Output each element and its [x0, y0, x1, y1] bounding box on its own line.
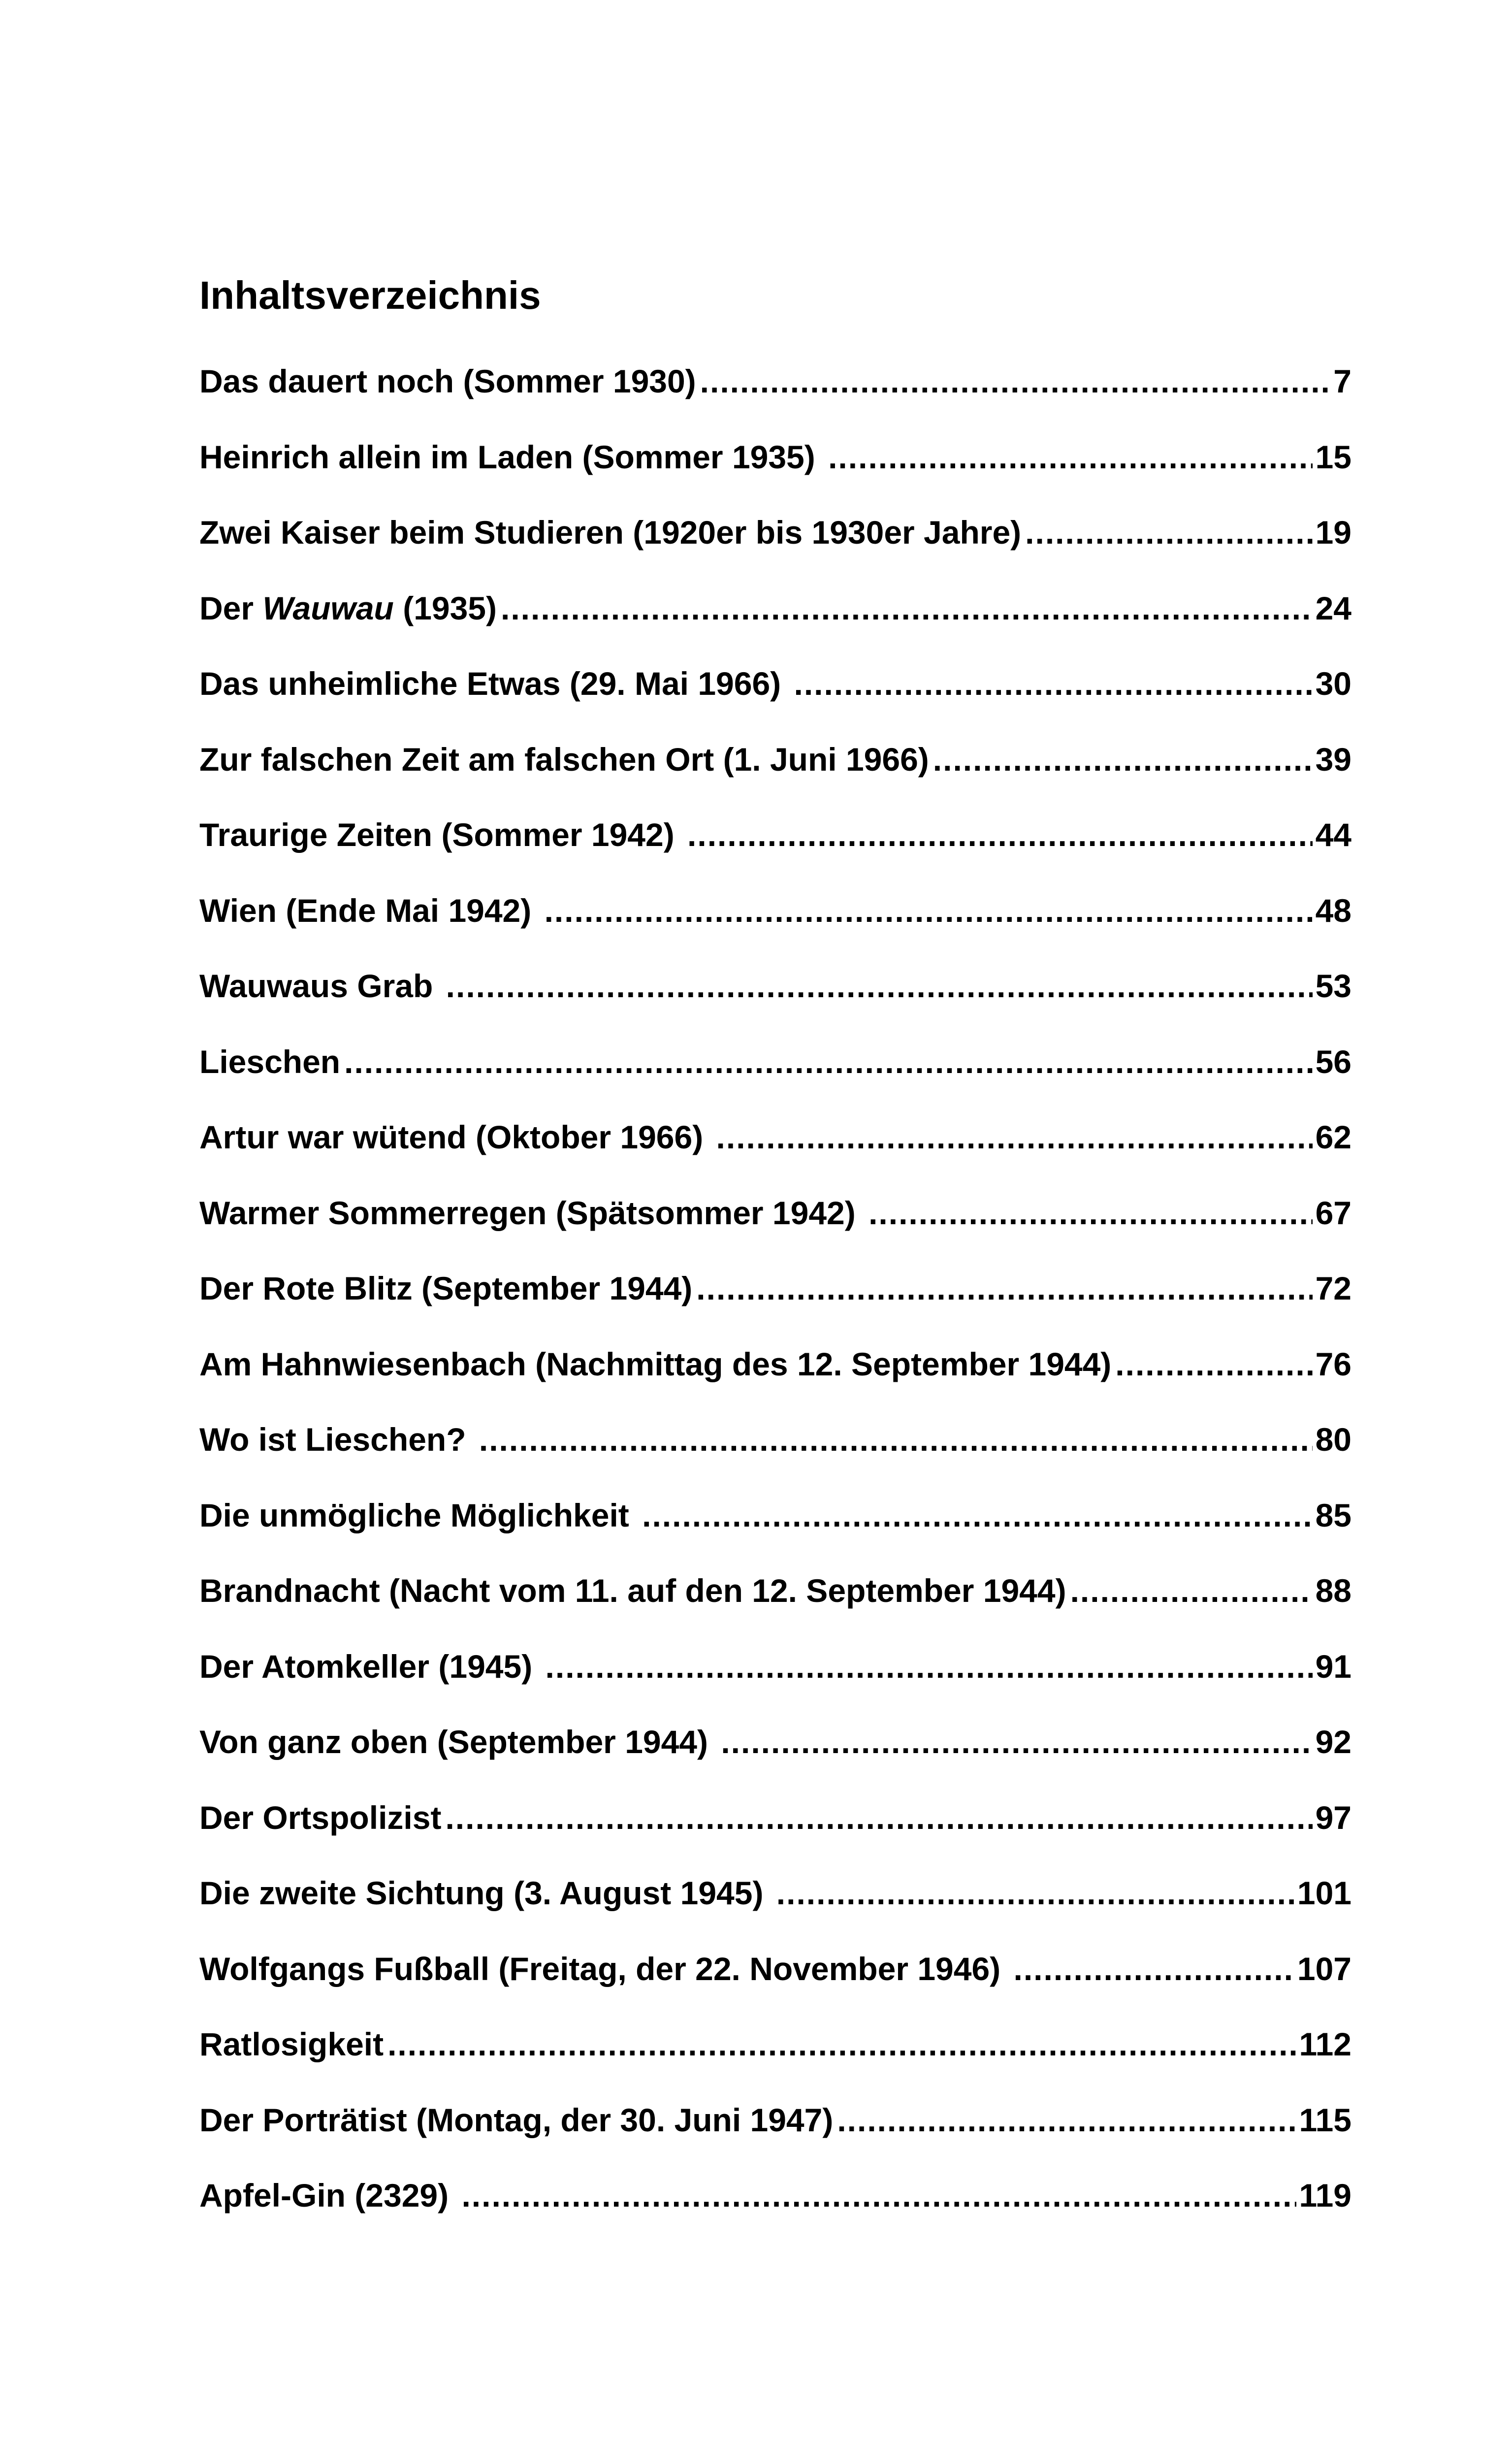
toc-entry[interactable] — [199, 2007, 1351, 2083]
toc-entry-title: Wien (Ende Mai 1942) — [199, 892, 541, 929]
toc-title: Inhaltsverzeichnis — [199, 273, 541, 317]
toc-dot-leader — [1070, 1553, 1313, 1629]
toc-entry[interactable] — [199, 1175, 1351, 1251]
toc-entry-title: Am Hahnwiesenbach (Nachmittag des 12. September 1944) — [199, 1345, 1112, 1382]
toc-dot-leader — [696, 1251, 1312, 1327]
toc-dot-leader — [479, 1402, 1313, 1478]
toc-entry[interactable] — [199, 1327, 1351, 1402]
toc-entry-title: Das unheimliche Etwas (29. Mai 1966) — [199, 665, 790, 702]
toc-page-number: 44 — [1315, 816, 1351, 853]
toc-entry-title: Warmer Sommerregen (Spätsommer 1942) — [199, 1194, 865, 1231]
toc-dot-leader — [700, 344, 1331, 420]
toc-page-number: 115 — [1299, 2101, 1351, 2138]
toc-entry-title-part: Der — [199, 589, 263, 626]
toc-page-number: 53 — [1315, 968, 1351, 1004]
toc-page-number: 48 — [1315, 892, 1351, 929]
toc-dot-leader — [446, 948, 1313, 1024]
toc-entry-title: Traurige Zeiten (Sommer 1942) — [199, 816, 684, 853]
toc-dot-leader — [344, 1024, 1312, 1100]
toc-page-number: 97 — [1315, 1799, 1351, 1836]
toc-entry-title: Das dauert noch (Sommer 1930) — [199, 363, 696, 399]
toc-dot-leader — [546, 1629, 1313, 1705]
toc-entry-title: Der Atomkeller (1945) — [199, 1648, 542, 1685]
toc-dot-leader — [461, 2158, 1296, 2234]
toc-entry-title: Heinrich allein im Laden (Sommer 1935) — [199, 438, 825, 475]
toc-dot-leader — [837, 2083, 1296, 2158]
toc-entry[interactable] — [199, 1856, 1351, 1931]
toc-entry[interactable] — [199, 722, 1351, 798]
toc-entry[interactable] — [199, 1251, 1351, 1327]
toc-entry-title: Artur war wütend (Oktober 1966) — [199, 1119, 712, 1155]
toc-entry-title: Ratlosigkeit — [199, 2026, 384, 2062]
toc-entry[interactable] — [199, 344, 1351, 420]
toc-page-number: 7 — [1333, 363, 1351, 399]
toc-dot-leader — [1025, 495, 1312, 571]
toc-page-number: 67 — [1315, 1194, 1351, 1231]
toc-page-number: 19 — [1315, 514, 1351, 551]
toc-dot-leader — [1115, 1327, 1312, 1402]
toc-entry[interactable] — [199, 2158, 1351, 2234]
toc-dot-leader — [716, 1100, 1313, 1175]
toc-page-number: 112 — [1299, 2026, 1351, 2062]
toc-entry-title: Der Porträtist (Montag, der 30. Juni 1947) — [199, 2101, 834, 2138]
toc-entry[interactable] — [199, 1553, 1351, 1629]
toc-entry-title: Der Rote Blitz (September 1944) — [199, 1270, 693, 1306]
toc-entry-title-part: (1935) — [393, 589, 497, 626]
toc-entry-title: Die unmögliche Möglichkeit — [199, 1497, 639, 1533]
toc-page-number: 39 — [1315, 741, 1351, 778]
toc-entry-title: Von ganz oben (September 1944) — [199, 1724, 717, 1760]
toc-entry[interactable] — [199, 1478, 1351, 1554]
toc-entry[interactable] — [199, 1100, 1351, 1175]
toc-page-number: 62 — [1315, 1119, 1351, 1155]
table-of-contents — [199, 266, 1351, 2234]
toc-dot-leader — [501, 571, 1313, 647]
toc-page-number: 30 — [1315, 665, 1351, 702]
toc-entry[interactable] — [199, 1629, 1351, 1705]
toc-page-number: 107 — [1297, 1950, 1351, 1987]
toc-entry-title: Wo ist Lieschen? — [199, 1421, 475, 1458]
toc-page-number: 72 — [1315, 1270, 1351, 1306]
toc-page-number: 88 — [1315, 1572, 1351, 1609]
toc-dot-leader — [828, 420, 1312, 495]
toc-dot-leader — [1014, 1931, 1294, 2007]
toc-page-number: 91 — [1315, 1648, 1351, 1685]
toc-page-number: 15 — [1315, 438, 1351, 475]
toc-entry[interactable] — [199, 646, 1351, 722]
toc-entry-title: Der Ortspolizist — [199, 1799, 442, 1836]
toc-entry[interactable] — [199, 1931, 1351, 2007]
toc-list — [199, 344, 1351, 2234]
toc-page-number: 92 — [1315, 1724, 1351, 1760]
toc-page-number: 101 — [1297, 1875, 1351, 1911]
toc-entry[interactable] — [199, 948, 1351, 1024]
toc-dot-leader — [545, 873, 1313, 949]
toc-entry-title: Lieschen — [199, 1043, 341, 1080]
toc-entry[interactable] — [199, 873, 1351, 949]
toc-entry-title: Apfel-Gin (2329) — [199, 2177, 458, 2214]
toc-dot-leader — [445, 1780, 1312, 1856]
toc-page-number: 80 — [1315, 1421, 1351, 1458]
toc-entry[interactable] — [199, 1024, 1351, 1100]
toc-entry-title-italic: Wauwau — [262, 589, 394, 626]
toc-entry[interactable] — [199, 1704, 1351, 1780]
toc-page-number: 24 — [1315, 589, 1351, 626]
toc-entry[interactable] — [199, 797, 1351, 873]
toc-entry[interactable] — [199, 420, 1351, 495]
toc-dot-leader — [869, 1175, 1313, 1251]
toc-entry-title: Wolfgangs Fußball (Freitag, der 22. November 1946) — [199, 1950, 1010, 1987]
toc-entry[interactable] — [199, 571, 1351, 647]
toc-entry-title: Zur falschen Zeit am falschen Ort (1. Juni 1966) — [199, 741, 929, 778]
toc-dot-leader — [687, 797, 1313, 873]
toc-page-number: 56 — [1315, 1043, 1351, 1080]
toc-entry-title: Die zweite Sichtung (3. August 1945) — [199, 1875, 772, 1911]
toc-entry-title: Brandnacht (Nacht vom 11. auf den 12. September 1944) — [199, 1572, 1066, 1609]
toc-entry-title — [199, 571, 497, 647]
toc-dot-leader — [642, 1478, 1312, 1554]
toc-entry-title: Wauwaus Grab — [199, 968, 442, 1004]
toc-dot-leader — [933, 722, 1313, 798]
toc-entry[interactable] — [199, 495, 1351, 571]
toc-dot-leader — [794, 646, 1312, 722]
toc-page-number: 119 — [1299, 2177, 1351, 2214]
toc-entry[interactable] — [199, 2083, 1351, 2158]
toc-dot-leader — [387, 2007, 1296, 2083]
toc-entry[interactable] — [199, 1780, 1351, 1856]
toc-dot-leader — [776, 1856, 1294, 1931]
toc-dot-leader — [721, 1704, 1312, 1780]
toc-entry-title: Zwei Kaiser beim Studieren (1920er bis 1930er Jahre) — [199, 514, 1022, 551]
toc-entry[interactable] — [199, 1402, 1351, 1478]
toc-page-number: 76 — [1315, 1345, 1351, 1382]
toc-page-number: 85 — [1315, 1497, 1351, 1533]
